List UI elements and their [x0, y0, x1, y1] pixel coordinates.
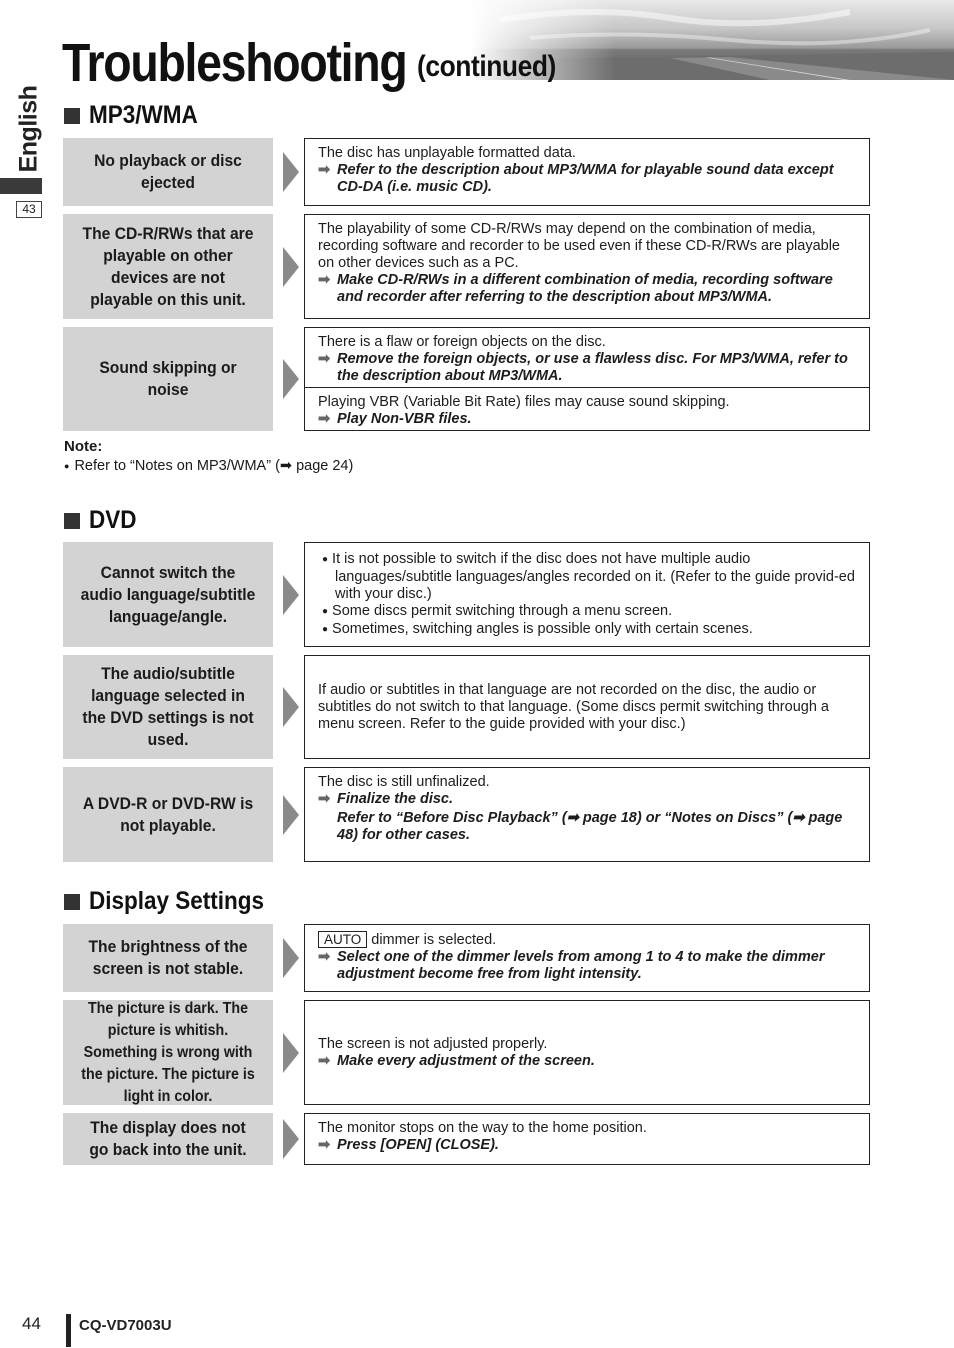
dvd-row-2	[63, 655, 871, 759]
problem-cell: The display does not go back into the unit.	[63, 1113, 273, 1165]
fix-text: ➡ Select one of the dimmer levels from among 1 to 4 to make the dimmer adjustment become free from light intensity.	[318, 949, 825, 982]
right-arrow-icon: ➡	[318, 272, 331, 288]
solution-cell	[304, 1113, 870, 1165]
chevron-right-icon	[283, 247, 299, 287]
chevron-right-icon	[283, 1033, 299, 1073]
title-sub: (continued)	[417, 50, 556, 83]
chevron-right-icon	[283, 359, 299, 399]
problem-cell: Sound skipping or noise	[63, 327, 273, 431]
bullet-item: ● It is not possible to switch if the disc does not have multiple audio languages/subtitle languages/angles recorded on it. (Refer to the guide provid-ed with your disc.)	[318, 551, 859, 603]
right-arrow-icon: ➡	[318, 1052, 331, 1069]
chevron-right-icon	[283, 687, 299, 727]
fix-text: ➡ Make CD-R/RWs in a different combination of media, recording software and recorder after referring to the description about MP3/WMA.	[318, 272, 833, 305]
note-item: ● Refer to “Notes on MP3/WMA” (➡ page 24)	[64, 458, 353, 474]
section-square-icon	[64, 894, 80, 910]
fix-text: ➡ Refer to the description about MP3/WMA for playable sound data except CD-DA (i.e. music CD).	[318, 162, 834, 195]
title-main: Troubleshooting	[62, 33, 407, 93]
footer-divider	[66, 1314, 71, 1347]
problem-cell: The brightness of the screen is not stable.	[63, 924, 273, 992]
problem-cell: A DVD-R or DVD-RW is not playable.	[63, 767, 273, 862]
page-number: 44	[22, 1314, 41, 1333]
mp3-row-3	[63, 327, 871, 431]
problem-cell: The picture is dark. The picture is whitish. Something is wrong with the picture. The picture is light in color.	[63, 1000, 273, 1105]
dvd-row-1	[63, 542, 871, 647]
display-row-1	[63, 924, 871, 992]
section-heading-display: Display Settings	[64, 887, 284, 916]
fix-text: ➡ Make every adjustment of the screen.	[318, 1052, 595, 1069]
solution-cell	[304, 542, 870, 647]
language-label: English	[14, 85, 43, 173]
cause-text: The playability of some CD-R/RWs may depend on the combination of media, recording software and recorder to be used even if these CD-R/RWs are playable on other devices such as a PC.	[318, 221, 840, 271]
mp3-row-1	[63, 138, 871, 206]
cause-text: If audio or subtitles in that language are not recorded on the disc, the audio or subtitles do not switch to that language. (Some discs permit switching through a menu screen. Refer to the guide provided with your disc.)	[318, 681, 829, 732]
section-square-icon	[64, 513, 80, 529]
side-tab-marker	[0, 178, 42, 194]
cause-text: AUTO dimmer is selected.	[318, 931, 859, 949]
fix-text: ➡ Remove the foreign objects, or use a flawless disc. For MP3/WMA, refer to the description about MP3/WMA.	[318, 351, 848, 384]
solution-cell	[304, 327, 870, 431]
right-arrow-icon: ➡	[318, 791, 331, 807]
chevron-right-icon	[283, 1119, 299, 1159]
page-title	[62, 32, 556, 94]
cause-text: The monitor stops on the way to the home position.	[318, 1120, 647, 1136]
fix-more-text: Refer to “Before Disc Playback” (➡ page 18) or “Notes on Discs” (➡ page 48) for other cases.	[337, 810, 843, 843]
section-heading-dvd: DVD	[64, 506, 142, 535]
dvd-row-3	[63, 767, 871, 862]
model-number: CQ-VD7003U	[79, 1317, 172, 1334]
right-arrow-icon: ➡	[318, 411, 331, 427]
fix-text: ➡ Press [OPEN] (CLOSE).	[318, 1137, 499, 1153]
cause-text: The disc has unplayable formatted data.	[318, 145, 576, 161]
problem-cell: No playback or disc ejected	[63, 138, 273, 206]
chevron-right-icon	[283, 795, 299, 835]
problem-cell: The CD-R/RWs that are playable on other devices are not playable on this unit.	[63, 214, 273, 319]
fix-text: ➡ Play Non-VBR files.	[318, 411, 472, 427]
problem-cell: The audio/subtitle language selected in the DVD settings is not used.	[63, 655, 273, 759]
chevron-right-icon	[283, 575, 299, 615]
bullet-item: ● Sometimes, switching angles is possible only with certain scenes.	[318, 621, 859, 639]
display-row-2	[63, 1000, 871, 1105]
cause-text: Playing VBR (Variable Bit Rate) files may cause sound skipping.	[318, 394, 730, 410]
bullet-item: ● Some discs permit switching through a menu screen.	[318, 603, 859, 621]
cause-text: There is a flaw or foreign objects on the disc.	[318, 334, 606, 350]
right-arrow-icon: ➡	[318, 1137, 331, 1153]
problem-cell: Cannot switch the audio language/subtitle language/angle.	[63, 542, 273, 647]
section-square-icon	[64, 108, 80, 124]
auto-badge: AUTO	[318, 931, 367, 948]
cause-text: The screen is not adjusted properly.	[318, 1035, 548, 1052]
solution-cell	[304, 924, 870, 992]
cause-text: The disc is still unfinalized.	[318, 774, 490, 790]
right-arrow-icon: ➡	[318, 949, 331, 965]
solution-cell	[304, 214, 870, 319]
solution-cell	[304, 655, 870, 759]
side-page-tab: 43	[16, 201, 42, 218]
right-arrow-icon: ➡	[318, 162, 331, 178]
section-heading-mp3: MP3/WMA	[64, 101, 210, 130]
solution-cell	[304, 138, 870, 206]
fix-text: ➡ Finalize the disc.	[318, 791, 454, 807]
right-arrow-icon: ➡	[318, 351, 331, 367]
chevron-right-icon	[283, 152, 299, 192]
solution-cell	[304, 1000, 870, 1105]
solution-cell	[304, 767, 870, 862]
note-label: Note:	[64, 438, 103, 455]
mp3-row-2	[63, 214, 871, 319]
chevron-right-icon	[283, 938, 299, 978]
display-row-3	[63, 1113, 871, 1165]
note-block	[64, 438, 353, 474]
